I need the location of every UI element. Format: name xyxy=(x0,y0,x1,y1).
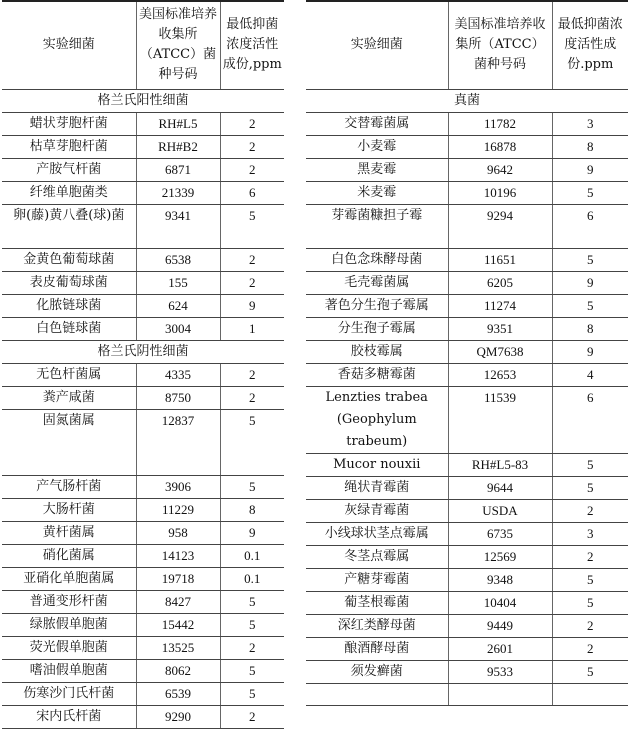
strain-cell: 宋内氏杆菌 xyxy=(2,705,136,728)
mic-cell: 5 xyxy=(220,659,284,682)
strain-cell: 酿酒酵母菌 xyxy=(306,637,448,660)
strain-cell: 黄杆菌属 xyxy=(2,521,136,544)
right-table-body xyxy=(306,89,628,705)
mic-cell: 6 xyxy=(552,204,628,248)
header-atcc: 美国标准培养收集所（ATCC）菌种号码 xyxy=(448,1,552,89)
atcc-cell: 6735 xyxy=(448,522,552,545)
mic-cell: 2 xyxy=(220,135,284,158)
mic-cell: 2 xyxy=(220,636,284,659)
strain-cell: 金黄色葡萄球菌 xyxy=(2,248,136,271)
table-row xyxy=(2,181,284,204)
atcc-cell: 9290 xyxy=(136,705,220,728)
group-header-row xyxy=(2,340,284,363)
mic-cell: 2 xyxy=(220,112,284,135)
atcc-cell: 2601 xyxy=(448,637,552,660)
strain-cell: 须发癣菌 xyxy=(306,660,448,683)
group-title: 真菌 xyxy=(306,89,628,112)
table-row xyxy=(2,636,284,659)
strain-cell: 亚硝化单胞菌属 xyxy=(2,567,136,590)
atcc-cell: 9449 xyxy=(448,614,552,637)
table-row xyxy=(306,453,628,476)
mic-cell: 3 xyxy=(552,522,628,545)
atcc-cell: 16878 xyxy=(448,135,552,158)
atcc-cell: RH#B2 xyxy=(136,135,220,158)
strain-cell: 香菇多糖霉菌 xyxy=(306,363,448,386)
atcc-cell: 8427 xyxy=(136,590,220,613)
group-header-row xyxy=(2,89,284,112)
strain-cell: 黑麦霉 xyxy=(306,158,448,181)
strain-cell: 伤寒沙门氏杆菌 xyxy=(2,682,136,705)
strain-cell: 纤维单胞菌类 xyxy=(2,181,136,204)
strain-cell: 蜡状芽胞杆菌 xyxy=(2,112,136,135)
header-strain: 实验细菌 xyxy=(2,1,136,89)
strain-cell: 绳状青霉菌 xyxy=(306,476,448,499)
atcc-cell: QM7638 xyxy=(448,340,552,363)
strain-cell: 硝化菌属 xyxy=(2,544,136,567)
group-header-row xyxy=(306,89,628,112)
atcc-cell: 21339 xyxy=(136,181,220,204)
strain-cell: 枯草芽胞杆菌 xyxy=(2,135,136,158)
mic-cell: 5 xyxy=(220,682,284,705)
table-row xyxy=(306,363,628,386)
atcc-cell: 8062 xyxy=(136,659,220,682)
atcc-cell: 8750 xyxy=(136,386,220,409)
mic-cell: 2 xyxy=(220,386,284,409)
table-row xyxy=(306,340,628,363)
strain-cell: 大肠杆菌 xyxy=(2,498,136,521)
mic-cell: 4 xyxy=(552,363,628,386)
strain-cell: 著色分生孢子霉属 xyxy=(306,294,448,317)
mic-cell: 2 xyxy=(220,271,284,294)
mic-cell: 5 xyxy=(552,294,628,317)
atcc-cell: 10404 xyxy=(448,591,552,614)
mic-cell: 2 xyxy=(552,614,628,637)
atcc-cell: 15442 xyxy=(136,613,220,636)
mic-cell: 8 xyxy=(552,135,628,158)
table-row xyxy=(2,248,284,271)
left-table-body xyxy=(2,89,284,728)
table-row xyxy=(2,386,284,409)
strain-cell: 葡茎根霉菌 xyxy=(306,591,448,614)
group-title: 格兰氏阴性细菌 xyxy=(2,340,284,363)
table-row xyxy=(2,705,284,728)
mic-cell: 0.1 xyxy=(220,544,284,567)
atcc-cell: 10196 xyxy=(448,181,552,204)
atcc-cell: 12837 xyxy=(136,409,220,475)
mic-cell: 2 xyxy=(552,499,628,522)
strain-cell: 产糖芽霉菌 xyxy=(306,568,448,591)
table-row xyxy=(2,498,284,521)
table-row xyxy=(306,499,628,522)
table-row xyxy=(306,158,628,181)
strain-cell: 芽霉菌糠担子霉 xyxy=(306,204,448,248)
atcc-cell: 624 xyxy=(136,294,220,317)
group-title: 格兰氏阳性细菌 xyxy=(2,89,284,112)
strain-cell: 胶枝霉属 xyxy=(306,340,448,363)
table-row xyxy=(306,522,628,545)
atcc-cell: 11274 xyxy=(448,294,552,317)
mic-cell: 0.1 xyxy=(220,567,284,590)
table-row xyxy=(306,181,628,204)
header-row xyxy=(306,1,628,89)
mic-cell: 2 xyxy=(220,705,284,728)
strain-cell: 白色念珠酵母菌 xyxy=(306,248,448,271)
strain-cell: Mucor nouxii xyxy=(306,453,448,476)
strain-cell: 化脓链球菌 xyxy=(2,294,136,317)
mic-cell: 5 xyxy=(220,409,284,475)
table-row xyxy=(306,271,628,294)
atcc-cell: 12569 xyxy=(448,545,552,568)
table-row xyxy=(2,363,284,386)
atcc-cell: USDA xyxy=(448,499,552,522)
mic-cell: 3 xyxy=(552,112,628,135)
mic-cell: 2 xyxy=(220,363,284,386)
atcc-cell: 9533 xyxy=(448,660,552,683)
table-row xyxy=(306,112,628,135)
mic-cell: 2 xyxy=(552,637,628,660)
table-row xyxy=(306,294,628,317)
table-row xyxy=(306,568,628,591)
mic-cell: 5 xyxy=(552,453,628,476)
atcc-cell: 3004 xyxy=(136,317,220,340)
mic-cell xyxy=(552,683,628,705)
atcc-cell: 14123 xyxy=(136,544,220,567)
mic-cell: 2 xyxy=(552,545,628,568)
strain-cell: 冬茎点霉属 xyxy=(306,545,448,568)
strain-cell: 荧光假单胞菌 xyxy=(2,636,136,659)
mic-cell: 9 xyxy=(220,521,284,544)
strain-cell: 小麦霉 xyxy=(306,135,448,158)
atcc-cell: 9644 xyxy=(448,476,552,499)
strain-cell xyxy=(306,683,448,705)
atcc-cell: RH#L5-83 xyxy=(448,453,552,476)
mic-cell: 1 xyxy=(220,317,284,340)
mic-cell: 5 xyxy=(552,476,628,499)
header-mic: 最低抑菌浓度活性成份,ppm xyxy=(220,1,284,89)
atcc-cell xyxy=(448,683,552,705)
strain-cell: Lenzties trabea (Geophylum trabeum) xyxy=(306,386,448,453)
header-row xyxy=(2,1,284,89)
table-row xyxy=(2,567,284,590)
table-row xyxy=(306,591,628,614)
mic-cell: 9 xyxy=(220,294,284,317)
atcc-cell: 9348 xyxy=(448,568,552,591)
strain-cell: 卵(藤)黄八叠(球)菌 xyxy=(2,204,136,248)
mic-cell: 5 xyxy=(552,568,628,591)
mic-cell: 6 xyxy=(220,181,284,204)
atcc-cell: 4335 xyxy=(136,363,220,386)
table-row xyxy=(2,294,284,317)
atcc-cell: 13525 xyxy=(136,636,220,659)
strain-cell: 米麦霉 xyxy=(306,181,448,204)
mic-cell: 2 xyxy=(220,248,284,271)
mic-cell: 9 xyxy=(552,158,628,181)
table-row xyxy=(2,204,284,248)
table-row xyxy=(2,613,284,636)
mic-cell: 2 xyxy=(220,158,284,181)
table-row xyxy=(306,683,628,705)
atcc-cell: 155 xyxy=(136,271,220,294)
table-row xyxy=(306,660,628,683)
strain-cell: 粪产咸菌 xyxy=(2,386,136,409)
mic-cell: 5 xyxy=(220,475,284,498)
header-mic: 最低抑菌浓度活性成份.ppm xyxy=(552,1,628,89)
table-row xyxy=(306,476,628,499)
strain-cell: 产气肠杆菌 xyxy=(2,475,136,498)
table-row xyxy=(2,590,284,613)
atcc-cell: 3906 xyxy=(136,475,220,498)
mic-cell: 5 xyxy=(552,660,628,683)
table-row xyxy=(2,475,284,498)
atcc-cell: 12653 xyxy=(448,363,552,386)
mic-cell: 9 xyxy=(552,271,628,294)
mic-cell: 8 xyxy=(552,317,628,340)
atcc-cell: 9642 xyxy=(448,158,552,181)
atcc-cell: 9341 xyxy=(136,204,220,248)
table-row xyxy=(2,682,284,705)
atcc-cell: 11539 xyxy=(448,386,552,453)
mic-cell: 5 xyxy=(220,613,284,636)
strain-cell: 嗜油假单胞菌 xyxy=(2,659,136,682)
table-row xyxy=(306,637,628,660)
table-row xyxy=(306,248,628,271)
atcc-cell: 11651 xyxy=(448,248,552,271)
table-row xyxy=(2,158,284,181)
atcc-cell: 19718 xyxy=(136,567,220,590)
strain-cell: 分生孢子霉属 xyxy=(306,317,448,340)
strain-cell: 灰绿青霉菌 xyxy=(306,499,448,522)
strain-cell: 产胺气杆菌 xyxy=(2,158,136,181)
header-atcc: 美国标准培养收集所（ATCC）菌种号码 xyxy=(136,1,220,89)
atcc-cell: 6539 xyxy=(136,682,220,705)
table-row xyxy=(306,545,628,568)
mic-cell: 5 xyxy=(220,204,284,248)
atcc-cell: 958 xyxy=(136,521,220,544)
table-row xyxy=(2,135,284,158)
table-row xyxy=(2,271,284,294)
strain-cell: 表皮葡萄球菌 xyxy=(2,271,136,294)
atcc-cell: 6538 xyxy=(136,248,220,271)
strain-cell: 深红类酵母菌 xyxy=(306,614,448,637)
table-row xyxy=(306,614,628,637)
table-row xyxy=(306,317,628,340)
header-strain: 实验细菌 xyxy=(306,1,448,89)
table-row xyxy=(306,204,628,248)
table-row xyxy=(2,544,284,567)
strain-cell: 交替霉菌属 xyxy=(306,112,448,135)
right-table xyxy=(306,0,628,706)
mic-cell: 6 xyxy=(552,386,628,453)
table-row xyxy=(2,409,284,475)
strain-cell: 无色杆菌属 xyxy=(2,363,136,386)
atcc-cell: RH#L5 xyxy=(136,112,220,135)
table-row xyxy=(306,386,628,453)
strain-cell: 毛壳霉菌属 xyxy=(306,271,448,294)
table-row xyxy=(2,317,284,340)
strain-cell: 小线球状茎点霉属 xyxy=(306,522,448,545)
mic-cell: 5 xyxy=(552,181,628,204)
strain-cell: 绿脓假单胞菌 xyxy=(2,613,136,636)
mic-cell: 9 xyxy=(552,340,628,363)
mic-cell: 8 xyxy=(220,498,284,521)
table-row xyxy=(2,659,284,682)
strain-cell: 固氮菌属 xyxy=(2,409,136,475)
atcc-cell: 11229 xyxy=(136,498,220,521)
table-row xyxy=(306,135,628,158)
strain-cell: 普通变形杆菌 xyxy=(2,590,136,613)
strain-cell: 白色链球菌 xyxy=(2,317,136,340)
atcc-cell: 9294 xyxy=(448,204,552,248)
table-row xyxy=(2,112,284,135)
atcc-cell: 9351 xyxy=(448,317,552,340)
table-row xyxy=(2,521,284,544)
atcc-cell: 6871 xyxy=(136,158,220,181)
atcc-cell: 11782 xyxy=(448,112,552,135)
left-table xyxy=(2,0,284,729)
mic-cell: 5 xyxy=(552,591,628,614)
mic-cell: 5 xyxy=(552,248,628,271)
atcc-cell: 6205 xyxy=(448,271,552,294)
mic-cell: 5 xyxy=(220,590,284,613)
